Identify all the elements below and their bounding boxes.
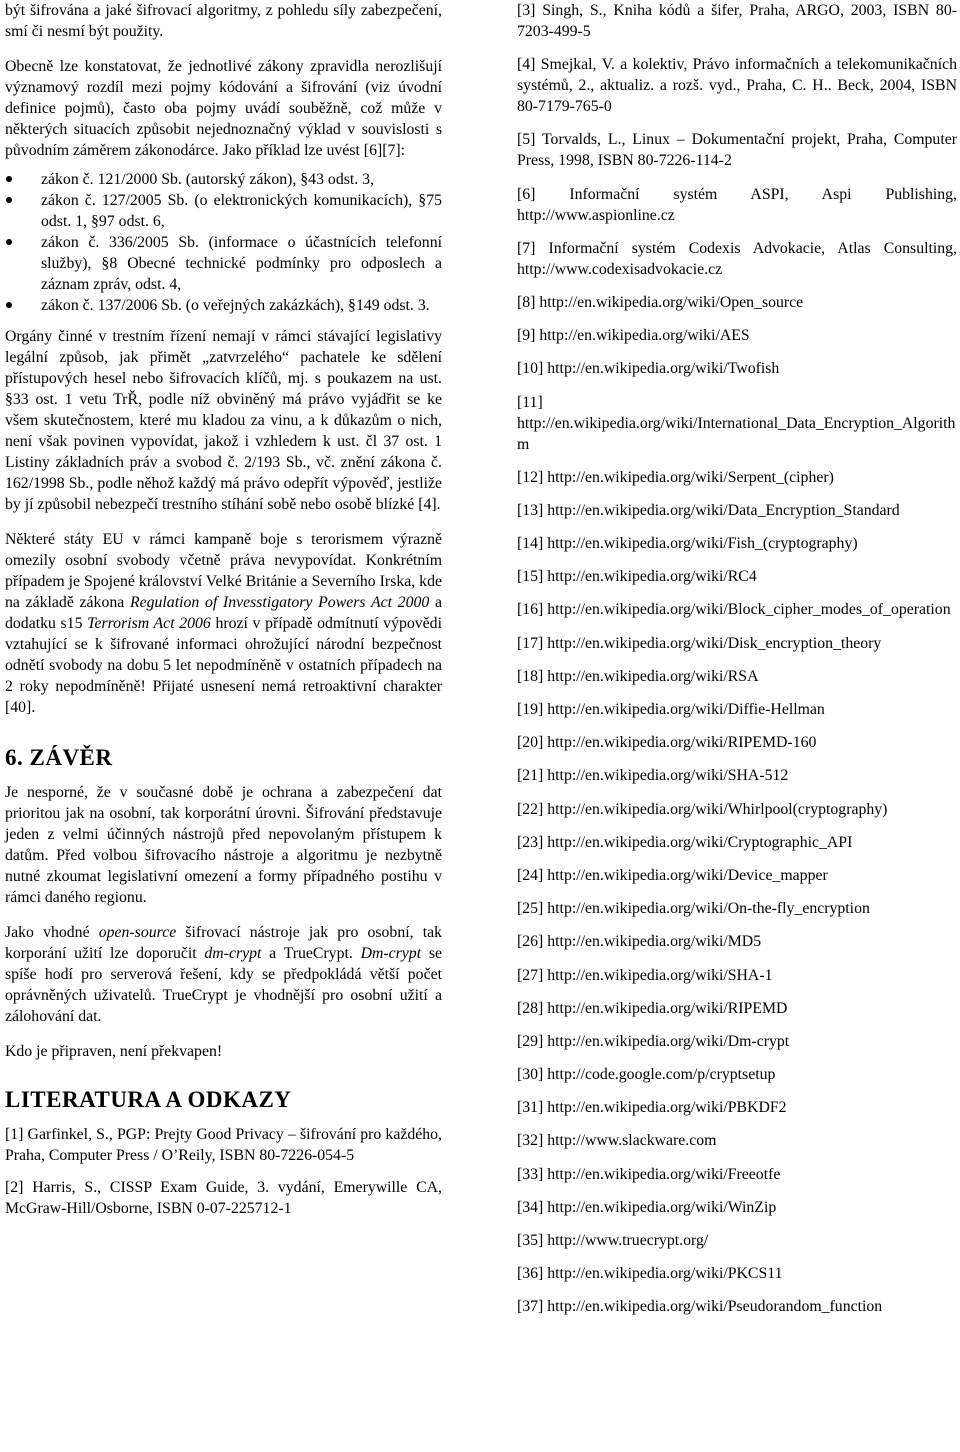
list-item: [5, 169, 442, 190]
reference-item: [26] http://en.wikipedia.org/wiki/MD5: [517, 933, 762, 951]
list-item: [5, 190, 442, 232]
right-column: [517, 0, 957, 1330]
section-heading-conclusion: 6. ZÁVĚR: [5, 745, 113, 770]
reference-item: [7] Informační systém Codexis Advokacie, Atlas Consulting, http://www.codexisadvokacie.cz: [517, 239, 957, 278]
reference-item: [3] Singh, S., Kniha kódů a šifer, Praha, ARGO, 2003, ISBN 80-7203-499-5: [517, 2, 957, 40]
reference-item: [13] http://en.wikipedia.org/wiki/Data_Encryption_Standard: [517, 501, 900, 519]
reference-item: [34] http://en.wikipedia.org/wiki/WinZip: [517, 1198, 777, 1216]
reference-item: [25] http://en.wikipedia.org/wiki/On-the-fly_encryption: [517, 900, 870, 918]
bullet-icon: [6, 239, 12, 245]
bullet-icon: [6, 302, 12, 308]
reference-item: [27] http://en.wikipedia.org/wiki/SHA-1: [517, 966, 773, 984]
paragraph-conclusion: Je nesporné, že v současné době je ochrana a zabezpečení dat prioritou jak na osobní, tak korporátní úrovni. Šifrování představuje jeden z velmi účinných nástrojů před nepovolaným přístupem k datům. Před volbou šifrovacího nástroje a algoritmu je nezbytně nutné zkoumat legislativní omezení a formy případného postihu v rámci daného regionu.: [5, 784, 442, 906]
reference-item: [2] Harris, S., CISSP Exam Guide, 3. vydání, Emerywille CA, McGraw-Hill/Osborne, ISBN 0-07-225712-1: [5, 1179, 442, 1217]
reference-item: [21] http://en.wikipedia.org/wiki/SHA-512: [517, 767, 789, 785]
reference-item: [6] Informační systém ASPI, Aspi Publishing, http://www.aspionline.cz: [517, 185, 957, 224]
list-item-text: zákon č. 121/2000 Sb. (autorský zákon), §43 odst. 3,: [41, 171, 374, 188]
reference-item: [28] http://en.wikipedia.org/wiki/RIPEMD: [517, 999, 788, 1017]
reference-item: [11] http://en.wikipedia.org/wiki/International_Data_Encryption_Algorithm: [517, 393, 956, 453]
reference-item: [19] http://en.wikipedia.org/wiki/Diffie-Hellman: [517, 701, 825, 718]
reference-item: [4] Smejkal, V. a kolektiv, Právo informačních a telekomunikačních systémů, 2., aktualiz. a rozš. vyd., Praha, C. H.. Beck, 2004, ISBN 80-7179-765-0: [517, 56, 957, 116]
reference-item: [31] http://en.wikipedia.org/wiki/PBKDF2: [517, 1099, 787, 1117]
left-column: [5, 0, 442, 1230]
paragraph-authorities: Orgány činné v trestním řízení nemají v rámci stávající legislativy legální způsob, jak přimět „zatvrzelého“ pachatele ke sdělení přístupových hesel nebo šifrovacích klíčů, mj. s poukazem na ust. §33 ost. 1 vetu TrŘ, podle níž obviněný má právo vyjádřit se ke všem skutečnostem, které mu kladou za vinu, a k důkazům o nich, není však povinen vypovídat, jakož i vzhledem k ust. čl 37 ost. 1 Listiny základních práv a svobod č. 2/193 Sb., vč. znění zákona č. 162/1998 Sb., podle něhož každý má právo odepřít výpověď, jestliže by jí způsobil nebezpečí trestního stíhání sobě nebo osobě blízké [4].: [5, 328, 442, 513]
reference-item: [35] http://www.truecrypt.org/: [517, 1232, 709, 1249]
list-item-text: zákon č. 137/2006 Sb. (o veřejných zakázkách), §149 odst. 3.: [41, 297, 430, 314]
list-item-text: zákon č. 336/2005 Sb. (informace o účastnících telefonní služby), §8 Obecné technické podmínky pro odposlech a záznam zpráv, odst. 4,: [41, 234, 442, 293]
paragraph-recommendation: Jako vhodné open-source šifrovací nástroje jak pro osobní, tak korporání užití lze doporučit dm-crypt a TrueCrypt. Dm-crypt se spíše hodí pro serverová řešení, kdy se předpokládá větší počet oprávněných uživatelů. TrueCrypt je vhodnější pro osobní užití a zálohování dat.: [5, 924, 443, 1025]
reference-item: [10] http://en.wikipedia.org/wiki/Twofish: [517, 360, 780, 378]
list-item: [5, 232, 442, 295]
reference-item: [9] http://en.wikipedia.org/wiki/AES: [517, 327, 750, 345]
reference-item: [17] http://en.wikipedia.org/wiki/Disk_encryption_theory: [517, 634, 882, 652]
reference-item: [33] http://en.wikipedia.org/wiki/Freeotfe: [517, 1165, 781, 1183]
list-item-text: zákon č. 127/2005 Sb. (o elektronických komunikacích), §75 odst. 1, §97 odst. 6,: [41, 192, 442, 230]
reference-item: [14] http://en.wikipedia.org/wiki/Fish_(cryptography): [517, 535, 858, 553]
section-heading-references: LITERATURA A ODKAZY: [5, 1087, 292, 1112]
reference-item: [24] http://en.wikipedia.org/wiki/Device_mapper: [517, 866, 828, 884]
reference-item: [20] http://en.wikipedia.org/wiki/RIPEMD-160: [517, 734, 817, 752]
reference-item: [22] http://en.wikipedia.org/wiki/Whirlpool(cryptography): [517, 800, 888, 818]
reference-item: [8] http://en.wikipedia.org/wiki/Open_source: [517, 293, 804, 311]
paragraph-intro: být šifrována a jaké šifrovací algoritmy, z pohledu síly zabezpečení, smí či nesmí být použity.: [5, 2, 442, 40]
bullet-icon: [6, 197, 12, 203]
reference-item: [15] http://en.wikipedia.org/wiki/RC4: [517, 568, 757, 586]
reference-item: [30] http://code.google.com/p/cryptsetup: [517, 1066, 776, 1084]
reference-item: [12] http://en.wikipedia.org/wiki/Serpent_(cipher): [517, 468, 834, 486]
reference-item: [23] http://en.wikipedia.org/wiki/Cryptographic_API: [517, 833, 853, 851]
list-item: [5, 295, 442, 316]
paragraph-motto: Kdo je připraven, není překvapen!: [5, 1043, 223, 1060]
reference-item: [5] Torvalds, L., Linux – Dokumentační projekt, Praha, Computer Press, 1998, ISBN 80-7226-114-2: [517, 131, 957, 170]
reference-item: [16] http://en.wikipedia.org/wiki/Block_cipher_modes_of_operation: [517, 601, 951, 619]
bullet-icon: [6, 176, 12, 182]
reference-item: [1] Garfinkel, S., PGP: Prejty Good Privacy – šifrování pro každého, Praha, Computer Press / O’Reily, ISBN 80-7226-054-5: [5, 1126, 442, 1164]
reference-item: [36] http://en.wikipedia.org/wiki/PKCS11: [517, 1265, 783, 1283]
reference-item: [32] http://www.slackware.com: [517, 1132, 717, 1150]
paragraph-eu-states: Některé státy EU v rámci kampaně boje s terorismem výrazně omezily osobní svobody včetně práva nevypovídat. Konkrétním případem je Spojené království Velké Británie a Severního Irska, kde na základě zákona Regulation of Invesstigatory Powers Act 2000 a dodatku s15 Terrorism Act 2006 hrozí v případě odmítnutí výpovědi vztahující se k šifrované informaci ohrožující národní bezpečnost odnětí svobody na dobu 5 let nepodmíněně v ostatních případech na 2 roky nepodmíněně! Přijaté usnesení nemá retroaktivní charakter [40].: [5, 531, 442, 716]
reference-item: [37] http://en.wikipedia.org/wiki/Pseudorandom_function: [517, 1298, 883, 1316]
reference-list: [517, 0, 957, 1317]
paragraph-legislation: Obecně lze konstatovat, že jednotlivé zákony zpravidla nerozlišují významový rozdíl mezi pojmy kódování a šifrování (viz úvodní definice pojmů), často oba pojmy uvádí souběžně, což může v některých situacích způsobit nejednoznačný výklad v souvislosti s původním záměrem zákonodárce. Jako příklad lze uvést [6][7]:: [5, 58, 442, 159]
reference-item: [18] http://en.wikipedia.org/wiki/RSA: [517, 667, 759, 685]
reference-item: [29] http://en.wikipedia.org/wiki/Dm-crypt: [517, 1032, 790, 1050]
law-list: [5, 169, 442, 316]
